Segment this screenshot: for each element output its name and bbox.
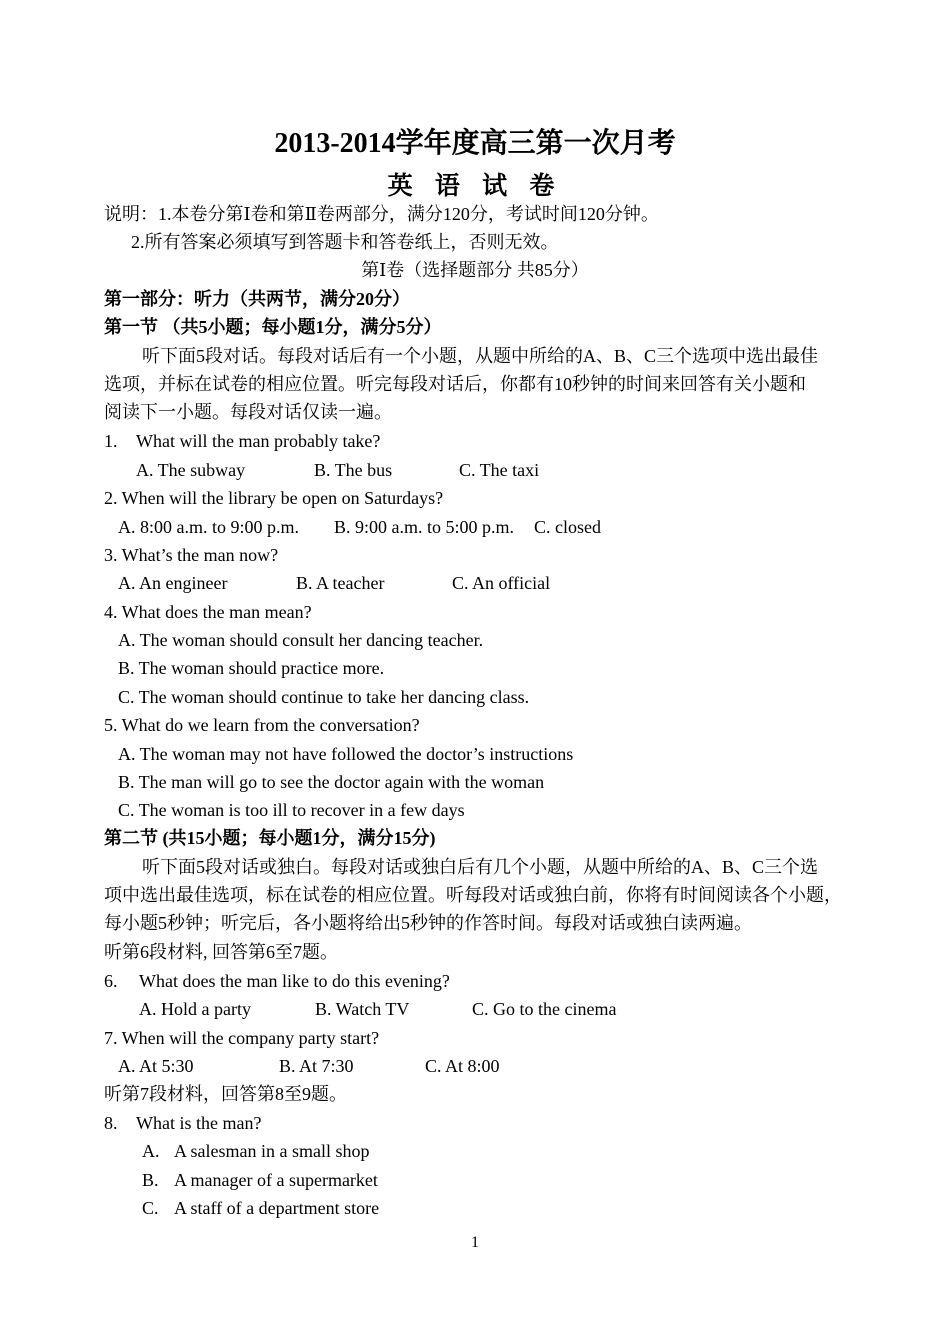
option-a: A salesman in a small shop <box>174 1141 370 1161</box>
question-text: What is the man? <box>136 1113 262 1133</box>
question-text: What will the man probably take? <box>136 431 381 451</box>
volume-title: 第Ⅰ卷（选择题部分 共85分） <box>361 260 589 280</box>
option-a: A. At 5:30 <box>118 1056 194 1076</box>
question-number: 8. <box>104 1113 118 1133</box>
part1-heading: 第一部分：听力（共两节，满分20分） <box>104 289 410 309</box>
option-c: C. An official <box>452 573 551 593</box>
option-a: A. The subway <box>136 460 246 480</box>
section2-instruction-line: 每小题5秒钟；听完后，各小题将给出5秒钟的作答时间。每段对话或独白读两遍。 <box>104 913 752 933</box>
section2-instruction-line: 听下面5段对话或独白。每段对话或独白后有几个小题，从题中所给的A、B、C三个选 <box>142 857 819 877</box>
section1-instruction-line: 选项，并标在试卷的相应位置。听完每段对话后，你都有10秒钟的时间来回答有关小题和 <box>104 374 806 394</box>
material-note: 听第7段材料，回答第8至9题。 <box>104 1084 347 1104</box>
option-a: A. 8:00 a.m. to 9:00 p.m. <box>118 517 299 537</box>
option-a: A. The woman may not have followed the doctor’s instructions <box>118 744 574 764</box>
section1-heading: 第一节 （共5小题；每小题1分，满分5分） <box>104 317 442 337</box>
option-a: A. Hold a party <box>139 999 251 1019</box>
option-letter: A. <box>142 1141 160 1161</box>
question-number: 6. <box>104 971 118 991</box>
question-text: 4. What does the man mean? <box>104 602 312 622</box>
section1-instruction-line: 听下面5段对话。每段对话后有一个小题，从题中所给的A、B、C三个选项中选出最佳 <box>142 346 819 366</box>
question-text: 3. What’s the man now? <box>104 545 279 565</box>
exam-subtitle: 英 语 试 卷 <box>387 173 563 200</box>
option-c: C. Go to the cinema <box>472 999 617 1019</box>
option-b: B. 9:00 a.m. to 5:00 p.m. <box>334 517 514 537</box>
question-number: 1. <box>104 431 118 451</box>
question-text: 7. When will the company party start? <box>104 1028 380 1048</box>
option-c: C. The woman should continue to take her dancing class. <box>118 687 530 707</box>
page-number: 1 <box>471 1234 479 1251</box>
question-text: 2. When will the library be open on Saturdays? <box>104 488 444 508</box>
option-letter: C. <box>142 1198 159 1218</box>
option-a: A. An engineer <box>118 573 228 593</box>
option-b: A manager of a supermarket <box>174 1170 378 1190</box>
option-c: C. The taxi <box>459 460 540 480</box>
option-letter: B. <box>142 1170 159 1190</box>
note-line-1: 说明：1.本卷分第Ⅰ卷和第Ⅱ卷两部分，满分120分，考试时间120分钟。 <box>104 204 659 224</box>
option-a: A. The woman should consult her dancing teacher. <box>118 630 484 650</box>
option-b: B. Watch TV <box>315 999 410 1019</box>
option-c: C. closed <box>534 517 601 537</box>
option-b: B. The man will go to see the doctor again with the woman <box>118 772 545 792</box>
option-b: B. The bus <box>314 460 393 480</box>
section2-heading: 第二节 (共15小题；每小题1分，满分15分) <box>104 828 436 848</box>
option-c: A staff of a department store <box>174 1198 380 1218</box>
question-text: 5. What do we learn from the conversation? <box>104 715 420 735</box>
material-note: 听第6段材料, 回答第6至7题。 <box>104 942 338 962</box>
option-b: B. A teacher <box>296 573 385 593</box>
exam-title: 2013-2014学年度高三第一次月考 <box>274 128 676 159</box>
option-b: B. At 7:30 <box>279 1056 354 1076</box>
option-b: B. The woman should practice more. <box>118 658 385 678</box>
note-line-2: 2.所有答案必须填写到答题卡和答卷纸上，否则无效。 <box>131 232 559 252</box>
section1-instruction-line: 阅读下一小题。每段对话仅读一遍。 <box>104 402 392 422</box>
section2-instruction-line: 项中选出最佳选项，标在试卷的相应位置。听每段对话或独白前，你将有时间阅读各个小题， <box>104 885 842 905</box>
option-c: C. The woman is too ill to recover in a few days <box>118 800 465 820</box>
option-c: C. At 8:00 <box>425 1056 500 1076</box>
question-text: What does the man like to do this evening? <box>139 971 450 991</box>
